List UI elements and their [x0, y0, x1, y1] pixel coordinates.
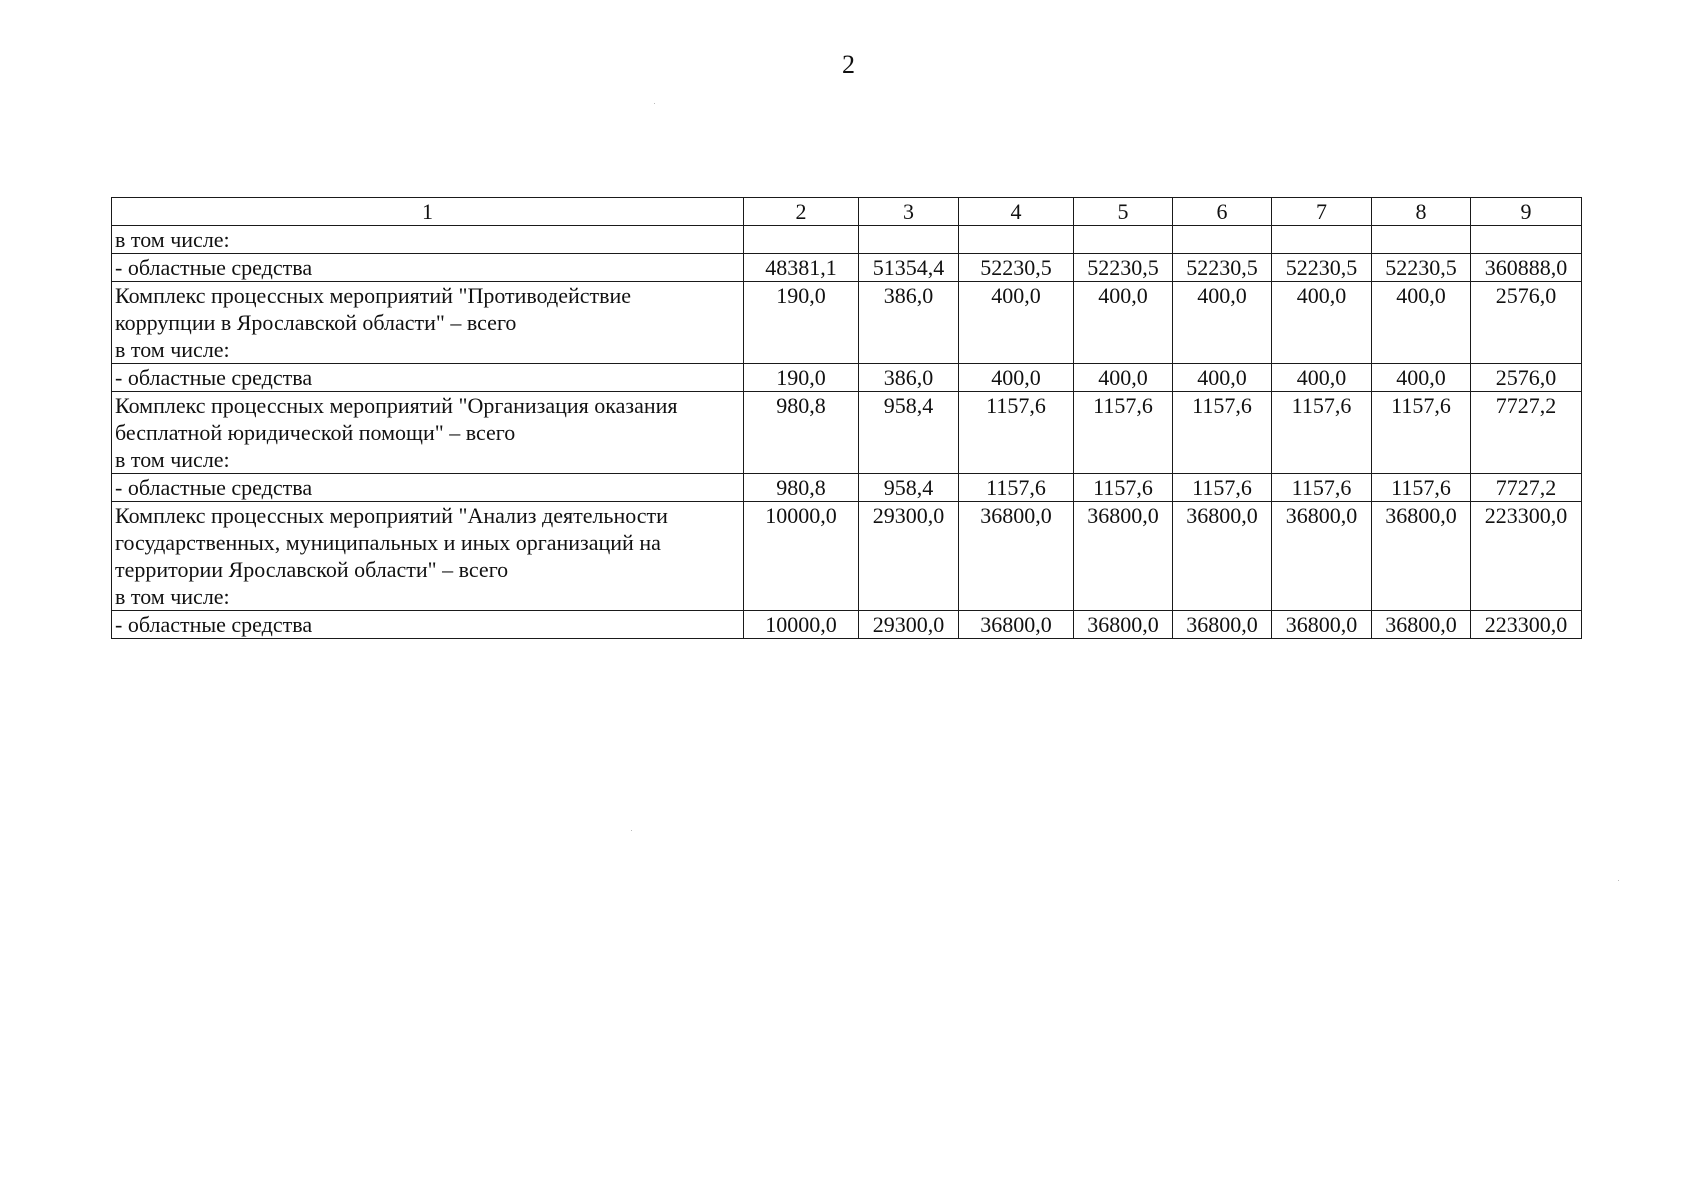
item-name-line: Комплекс процессных мероприятий "Анализ деятельности — [115, 503, 668, 528]
value-cell — [1074, 226, 1173, 254]
value-cell: 400,0 — [1372, 364, 1471, 392]
scan-speck — [654, 103, 655, 104]
column-header: 3 — [859, 198, 959, 226]
value-cell: 36800,0 — [1074, 611, 1173, 639]
value-cell: 386,0 — [859, 282, 959, 364]
value-cell: 52230,5 — [1074, 254, 1173, 282]
column-header: 7 — [1272, 198, 1372, 226]
value-cell: 7727,2 — [1471, 392, 1582, 474]
value-cell: 36800,0 — [1372, 611, 1471, 639]
table-header-row — [112, 198, 1582, 226]
column-header: 9 — [1471, 198, 1582, 226]
value-cell: 386,0 — [859, 364, 959, 392]
item-name-line: Комплекс процессных мероприятий "Противодействие — [115, 283, 632, 308]
table-row — [112, 392, 1582, 474]
column-header: 2 — [744, 198, 859, 226]
value-cell: 400,0 — [1173, 282, 1272, 364]
table-row — [112, 611, 1582, 639]
item-name-line: - областные средства — [115, 255, 313, 280]
value-cell: 400,0 — [1074, 364, 1173, 392]
value-cell: 52230,5 — [1173, 254, 1272, 282]
item-name-line: Комплекс процессных мероприятий "Организация оказания — [115, 393, 678, 418]
item-name-line: территории Ярославской области" – всего — [115, 557, 509, 582]
value-cell: 190,0 — [744, 364, 859, 392]
value-cell: 400,0 — [959, 282, 1074, 364]
item-name-line: - областные средства — [115, 612, 313, 637]
item-name-line: бесплатной юридической помощи" – всего — [115, 420, 516, 445]
value-cell: 48381,1 — [744, 254, 859, 282]
value-cell: 36800,0 — [1272, 502, 1372, 611]
table-row — [112, 502, 1582, 611]
item-name-cell — [112, 474, 744, 502]
value-cell: 36800,0 — [1173, 611, 1272, 639]
value-cell: 10000,0 — [744, 502, 859, 611]
item-name-cell — [112, 254, 744, 282]
value-cell: 36800,0 — [1074, 502, 1173, 611]
column-header: 1 — [112, 198, 744, 226]
value-cell: 400,0 — [1272, 282, 1372, 364]
value-cell: 223300,0 — [1471, 502, 1582, 611]
value-cell: 400,0 — [1372, 282, 1471, 364]
column-header: 4 — [959, 198, 1074, 226]
item-name-line: - областные средства — [115, 365, 313, 390]
value-cell: 1157,6 — [1074, 392, 1173, 474]
value-cell: 190,0 — [744, 282, 859, 364]
item-name-cell — [112, 611, 744, 639]
value-cell: 1157,6 — [959, 474, 1074, 502]
item-name-line: коррупции в Ярославской области" – всего — [115, 310, 517, 335]
value-cell: 1157,6 — [1173, 474, 1272, 502]
value-cell: 1157,6 — [1272, 474, 1372, 502]
value-cell: 36800,0 — [959, 611, 1074, 639]
value-cell: 1157,6 — [959, 392, 1074, 474]
item-name-cell — [112, 282, 744, 364]
scan-speck — [1618, 880, 1619, 881]
page-number: 2 — [842, 50, 855, 79]
value-cell: 400,0 — [1173, 364, 1272, 392]
value-cell: 223300,0 — [1471, 611, 1582, 639]
value-cell — [859, 226, 959, 254]
value-cell: 7727,2 — [1471, 474, 1582, 502]
value-cell: 400,0 — [1074, 282, 1173, 364]
value-cell — [1173, 226, 1272, 254]
value-cell: 10000,0 — [744, 611, 859, 639]
value-cell: 400,0 — [959, 364, 1074, 392]
value-cell: 29300,0 — [859, 611, 959, 639]
value-cell: 980,8 — [744, 392, 859, 474]
item-name-line: в том числе: — [115, 584, 230, 609]
value-cell: 400,0 — [1272, 364, 1372, 392]
value-cell: 36800,0 — [1372, 502, 1471, 611]
column-header: 5 — [1074, 198, 1173, 226]
table-row — [112, 474, 1582, 502]
value-cell: 1157,6 — [1074, 474, 1173, 502]
item-name-line: в том числе: — [115, 227, 230, 252]
value-cell: 2576,0 — [1471, 282, 1582, 364]
item-name-line: - областные средства — [115, 475, 313, 500]
table-row — [112, 226, 1582, 254]
table-row — [112, 364, 1582, 392]
value-cell: 52230,5 — [959, 254, 1074, 282]
value-cell: 51354,4 — [859, 254, 959, 282]
value-cell — [1372, 226, 1471, 254]
value-cell — [959, 226, 1074, 254]
table-row — [112, 282, 1582, 364]
value-cell: 52230,5 — [1272, 254, 1372, 282]
value-cell — [1471, 226, 1582, 254]
value-cell: 1157,6 — [1272, 392, 1372, 474]
value-cell: 2576,0 — [1471, 364, 1582, 392]
value-cell: 360888,0 — [1471, 254, 1582, 282]
column-header: 6 — [1173, 198, 1272, 226]
value-cell: 1157,6 — [1173, 392, 1272, 474]
item-name-line: в том числе: — [115, 447, 230, 472]
value-cell: 958,4 — [859, 392, 959, 474]
value-cell: 29300,0 — [859, 502, 959, 611]
item-name-line: государственных, муниципальных и иных организаций на — [115, 530, 661, 555]
value-cell — [1272, 226, 1372, 254]
value-cell: 980,8 — [744, 474, 859, 502]
item-name-cell — [112, 392, 744, 474]
item-name-cell — [112, 502, 744, 611]
item-name-cell — [112, 226, 744, 254]
column-header: 8 — [1372, 198, 1471, 226]
value-cell: 1157,6 — [1372, 474, 1471, 502]
value-cell: 36800,0 — [1272, 611, 1372, 639]
item-name-cell — [112, 364, 744, 392]
scan-speck — [631, 830, 632, 831]
budget-table — [111, 197, 1582, 639]
item-name-line: в том числе: — [115, 337, 230, 362]
value-cell: 958,4 — [859, 474, 959, 502]
value-cell: 52230,5 — [1372, 254, 1471, 282]
value-cell: 36800,0 — [959, 502, 1074, 611]
table-row — [112, 254, 1582, 282]
value-cell — [744, 226, 859, 254]
value-cell: 36800,0 — [1173, 502, 1272, 611]
value-cell: 1157,6 — [1372, 392, 1471, 474]
